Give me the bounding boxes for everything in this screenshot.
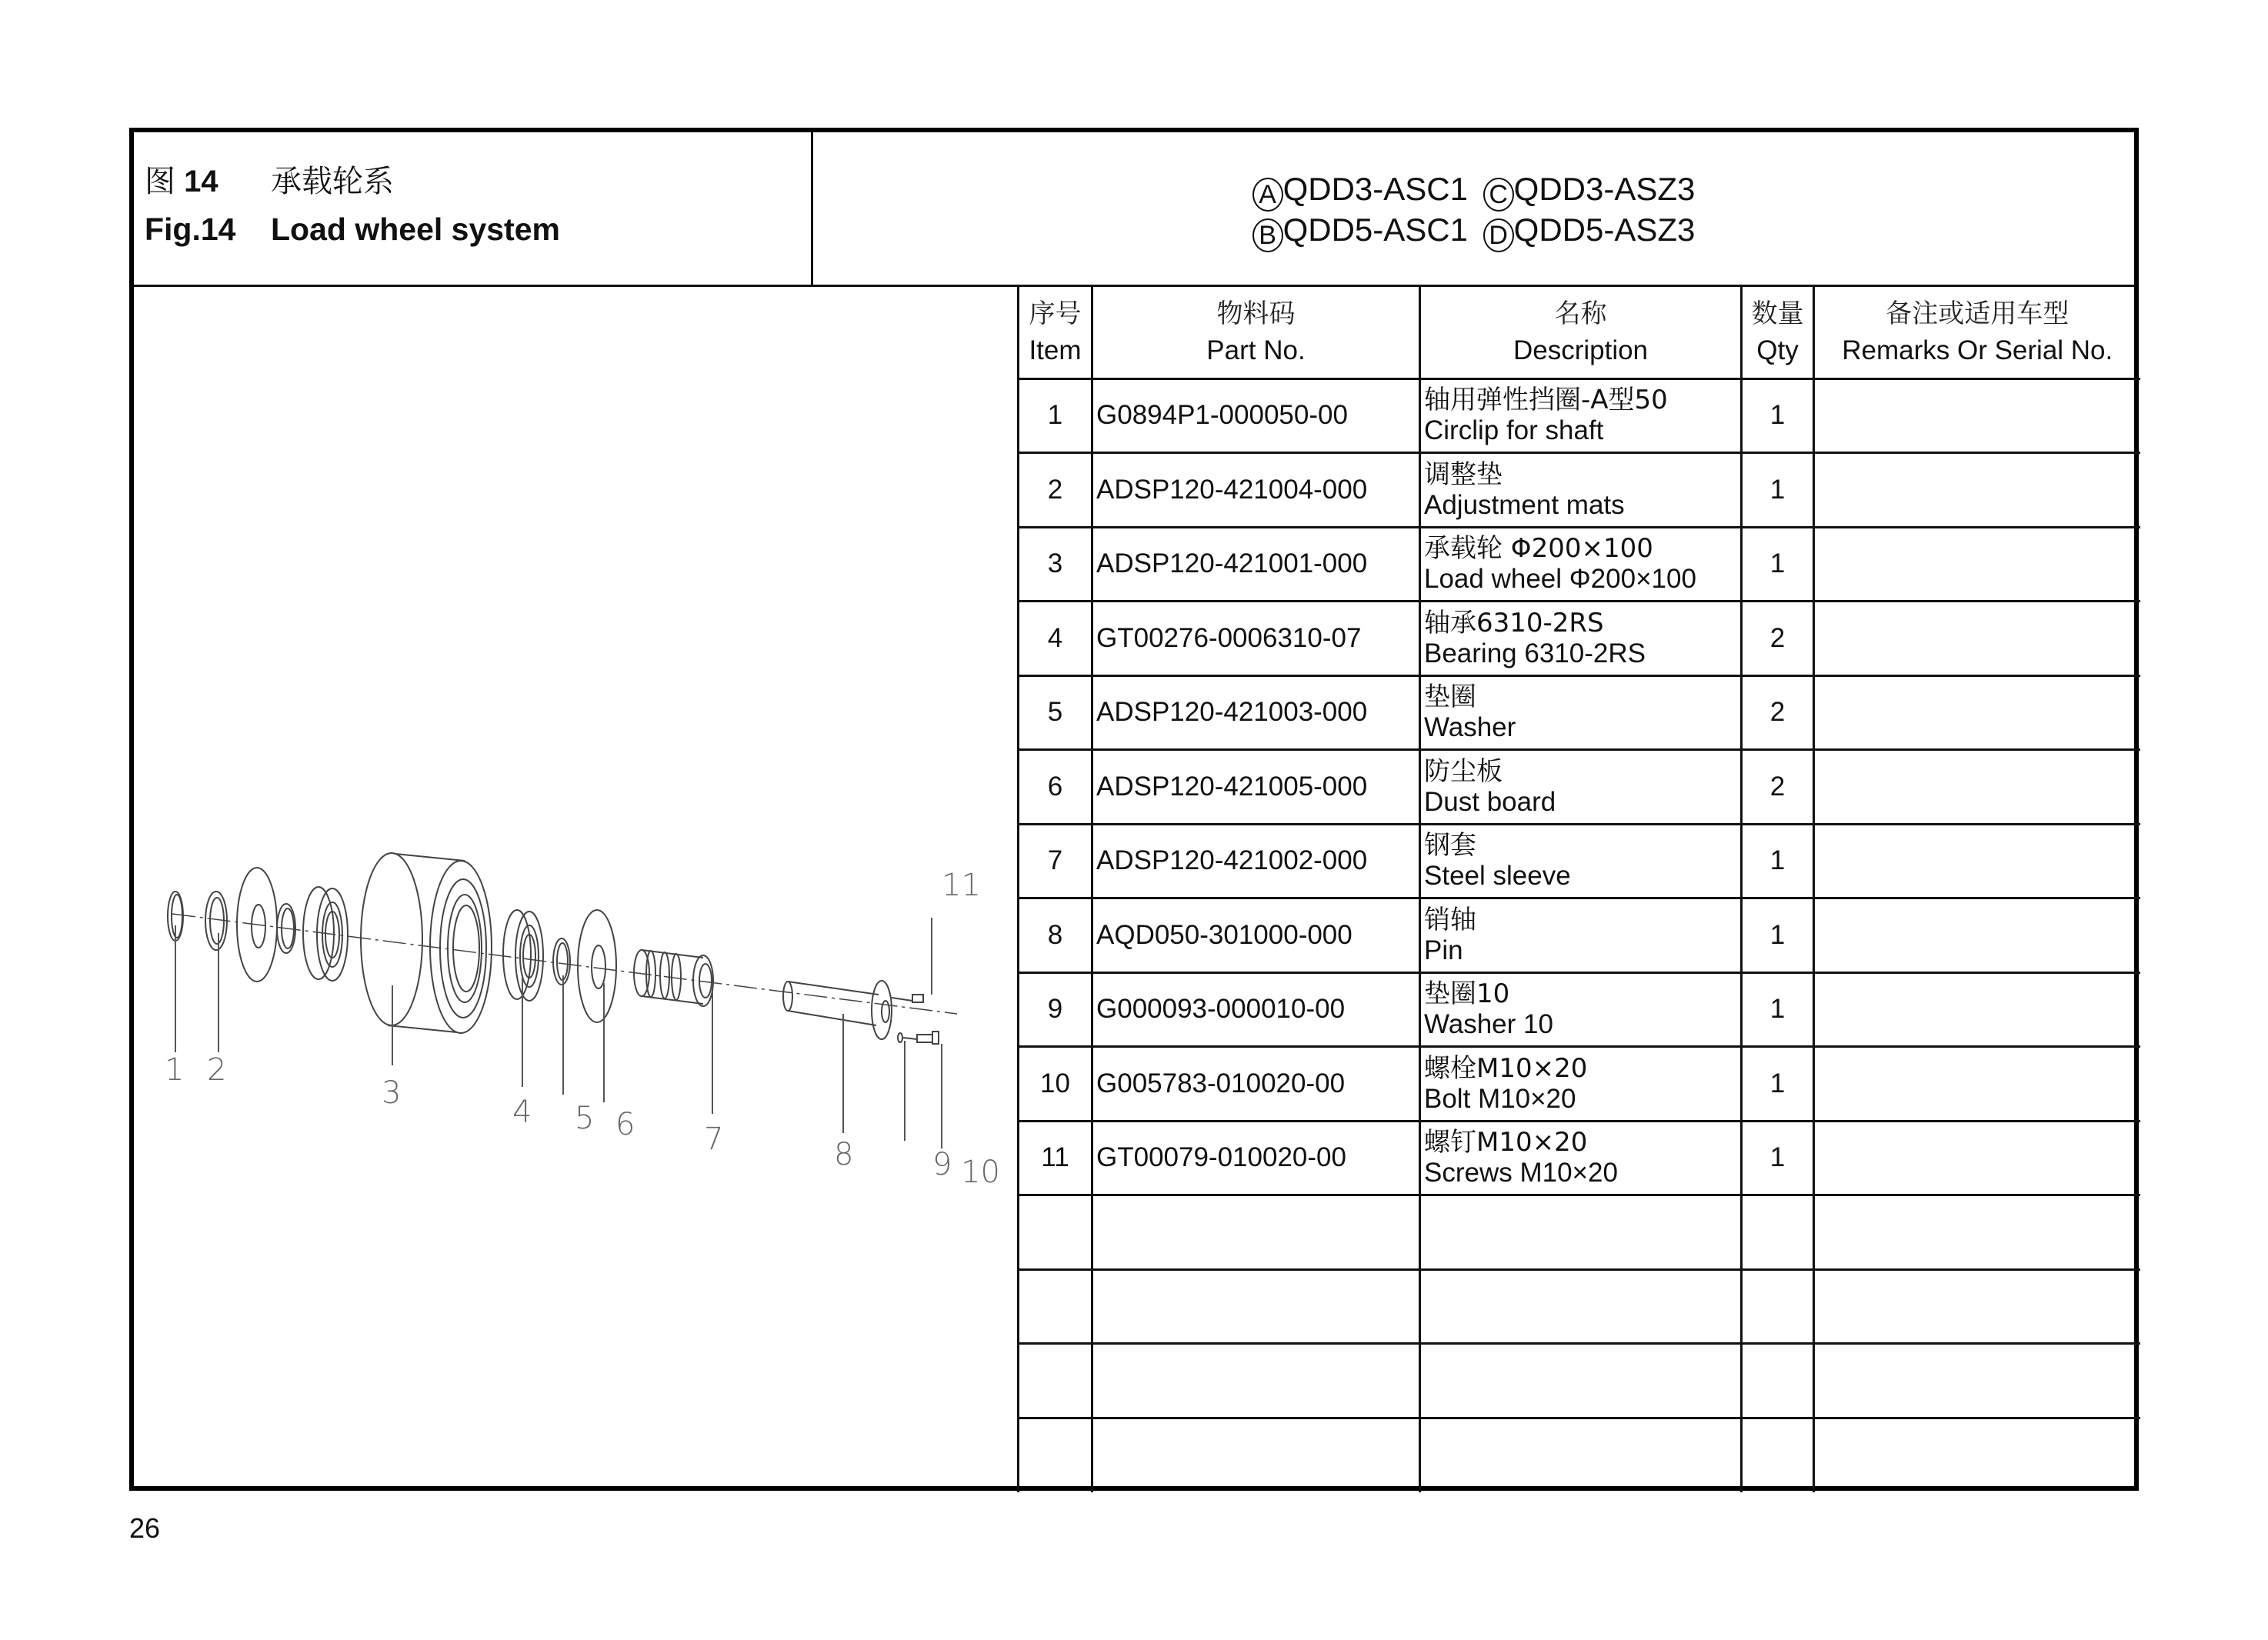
parts-table (1017, 287, 2140, 1492)
cell-description (1420, 1195, 1742, 1270)
cell-item: 6 (1019, 750, 1092, 825)
applicable-models (813, 171, 2134, 252)
description-en: Circlip for shaft (1424, 415, 1604, 446)
cell-part-no (1092, 1344, 1420, 1418)
description-en: Dust board (1424, 786, 1556, 817)
figure-en-title: Load wheel system (271, 212, 560, 247)
cell-item: 9 (1019, 972, 1092, 1047)
cell-remarks (1814, 1344, 2140, 1418)
callout-8: 8 (834, 1137, 854, 1172)
table-row (1019, 1121, 2140, 1195)
cell-item (1019, 1195, 1092, 1270)
cell-part-no: GT00276-0006310-07 (1092, 602, 1420, 676)
col-header-qty: 数量 Qty (1742, 287, 1814, 378)
description-cn: 销轴 (1424, 904, 1476, 935)
cell-part-no (1092, 1418, 1420, 1492)
circled-letter-icon: C (1483, 178, 1514, 212)
cell-item: 7 (1019, 824, 1092, 898)
table-row (1019, 1418, 2140, 1492)
cell-remarks (1814, 527, 2140, 602)
cell-qty: 2 (1742, 750, 1814, 825)
description-cn: 垫圈 (1424, 682, 1476, 713)
cell-part-no: AQD050-301000-000 (1092, 898, 1420, 973)
cell-item: 10 (1019, 1047, 1092, 1122)
cell-remarks (1814, 675, 2140, 750)
description-cn: 轴用弹性挡圈-A型50 (1424, 385, 1668, 416)
cell-remarks (1814, 1418, 2140, 1492)
cell-description (1420, 972, 1742, 1047)
cell-item (1019, 1344, 1092, 1418)
cell-description (1420, 1344, 1742, 1418)
circled-letter-icon: A (1252, 178, 1283, 212)
cell-qty: 1 (1742, 453, 1814, 528)
cell-item: 1 (1019, 378, 1092, 453)
cell-item: 2 (1019, 453, 1092, 528)
table-row (1019, 1047, 2140, 1122)
cell-item (1019, 1269, 1092, 1344)
cell-remarks (1814, 602, 2140, 676)
cell-part-no: ADSP120-421002-000 (1092, 824, 1420, 898)
figure-cn-title: 承载轮系 (271, 164, 394, 199)
table-header-row (1019, 287, 2140, 378)
table-row (1019, 1195, 2140, 1270)
cell-qty: 1 (1742, 1121, 1814, 1195)
cell-part-no: G0894P1-000050-00 (1092, 378, 1420, 453)
description-en: Bearing 6310-2RS (1424, 638, 1646, 668)
callout-7: 7 (704, 1122, 724, 1157)
cell-part-no: GT00079-010020-00 (1092, 1121, 1420, 1195)
cell-qty: 1 (1742, 898, 1814, 973)
table-row (1019, 1269, 2140, 1344)
cell-remarks (1814, 750, 2140, 825)
cell-item: 5 (1019, 675, 1092, 750)
cell-description (1420, 1418, 1742, 1492)
description-en: Pin (1424, 935, 1463, 965)
model-d: D QDD5-ASZ3 (1483, 212, 1696, 248)
table-row (1019, 824, 2140, 898)
cell-description (1420, 750, 1742, 825)
load-wheel-exploded-view-icon (134, 287, 1017, 1491)
cell-description (1420, 1047, 1742, 1122)
description-cn: 防尘板 (1424, 755, 1503, 787)
col-header-description: 名称 Description (1420, 287, 1742, 378)
model-line-2 (813, 212, 2134, 252)
table-row (1019, 453, 2140, 528)
figure-title-en (145, 214, 560, 245)
cell-item: 3 (1019, 527, 1092, 602)
description-cn: 螺栓M10×20 (1424, 1052, 1588, 1084)
cell-item: 8 (1019, 898, 1092, 973)
model-c: C QDD3-ASZ3 (1483, 171, 1696, 207)
cell-remarks (1814, 1195, 2140, 1270)
cell-description (1420, 378, 1742, 453)
cell-description (1420, 1269, 1742, 1344)
cell-qty (1742, 1418, 1814, 1492)
circled-letter-icon: D (1483, 218, 1514, 252)
cell-qty: 1 (1742, 378, 1814, 453)
table-row (1019, 750, 2140, 825)
figure-en-label: Fig.14 (145, 212, 236, 247)
cell-remarks (1814, 1121, 2140, 1195)
col-header-item: 序号 Item (1019, 287, 1092, 378)
cell-description (1420, 453, 1742, 528)
figure-title-block (145, 166, 560, 245)
exploded-diagram (134, 287, 1017, 1491)
table-row (1019, 527, 2140, 602)
callout-4: 4 (512, 1095, 532, 1130)
cell-part-no: ADSP120-421003-000 (1092, 675, 1420, 750)
figure-cn-label: 图 (145, 164, 175, 199)
cell-remarks (1814, 453, 2140, 528)
cell-qty: 1 (1742, 972, 1814, 1047)
table-row (1019, 378, 2140, 453)
cell-description (1420, 675, 1742, 750)
cell-part-no: G005783-010020-00 (1092, 1047, 1420, 1122)
col-header-part-no: 物料码 Part No. (1092, 287, 1420, 378)
cell-description (1420, 1121, 1742, 1195)
cell-part-no (1092, 1195, 1420, 1270)
circled-letter-icon: B (1252, 218, 1283, 252)
page-number: 26 (129, 1512, 161, 1544)
cell-part-no (1092, 1269, 1420, 1344)
table-row (1019, 602, 2140, 676)
table-row (1019, 898, 2140, 973)
description-en: Steel sleeve (1424, 861, 1571, 892)
callout-11: 11 (942, 868, 981, 903)
callout-9: 9 (932, 1147, 952, 1182)
cell-qty (1742, 1269, 1814, 1344)
cell-description (1420, 527, 1742, 602)
callout-5: 5 (575, 1101, 595, 1136)
table-row (1019, 1344, 2140, 1418)
description-en: Load wheel Φ200×100 (1424, 564, 1696, 595)
cell-remarks (1814, 898, 2140, 973)
cell-remarks (1814, 1269, 2140, 1344)
cell-qty (1742, 1195, 1814, 1270)
cell-part-no: ADSP120-421004-000 (1092, 453, 1420, 528)
cell-remarks (1814, 972, 2140, 1047)
callout-2: 2 (207, 1052, 227, 1088)
cell-qty: 1 (1742, 1047, 1814, 1122)
description-en: Washer 10 (1424, 1009, 1553, 1040)
description-cn: 钢套 (1424, 830, 1476, 862)
callout-3: 3 (382, 1075, 402, 1111)
cell-part-no: ADSP120-421001-000 (1092, 527, 1420, 602)
cell-remarks (1814, 378, 2140, 453)
table-row (1019, 972, 2140, 1047)
cell-item: 4 (1019, 602, 1092, 676)
callout-10: 10 (961, 1155, 1000, 1190)
cell-part-no: G000093-000010-00 (1092, 972, 1420, 1047)
cell-part-no: ADSP120-421005-000 (1092, 750, 1420, 825)
cell-qty (1742, 1344, 1814, 1418)
model-line-1 (813, 171, 2134, 212)
cell-qty: 1 (1742, 527, 1814, 602)
cell-remarks (1814, 1047, 2140, 1122)
description-cn: 垫圈10 (1424, 978, 1510, 1010)
col-header-remarks: 备注或适用车型 Remarks Or Serial No. (1814, 287, 2140, 378)
figure-number: 14 (184, 165, 218, 198)
description-en: Adjustment mats (1424, 489, 1625, 520)
description-cn: 承载轮 Φ200×100 (1424, 533, 1653, 565)
cell-remarks (1814, 824, 2140, 898)
cell-description (1420, 898, 1742, 973)
cell-description (1420, 602, 1742, 676)
description-cn: 螺钉M10×20 (1424, 1127, 1588, 1158)
figure-title-cn (145, 166, 560, 197)
cell-item (1019, 1418, 1092, 1492)
description-cn: 轴承6310-2RS (1424, 607, 1604, 638)
model-b: B QDD5-ASC1 (1252, 212, 1468, 248)
description-en: Washer (1424, 712, 1516, 743)
description-en: Bolt M10×20 (1424, 1083, 1576, 1114)
description-en: Screws M10×20 (1424, 1158, 1618, 1188)
cell-description (1420, 824, 1742, 898)
cell-qty: 2 (1742, 602, 1814, 676)
table-row (1019, 675, 2140, 750)
cell-item: 11 (1019, 1121, 1092, 1195)
model-a: A QDD3-ASC1 (1252, 171, 1468, 207)
description-cn: 调整垫 (1424, 458, 1503, 490)
cell-qty: 1 (1742, 824, 1814, 898)
callout-6: 6 (615, 1107, 635, 1142)
callout-1: 1 (165, 1052, 185, 1088)
parts-sheet-frame (129, 128, 2139, 1491)
cell-qty: 2 (1742, 675, 1814, 750)
